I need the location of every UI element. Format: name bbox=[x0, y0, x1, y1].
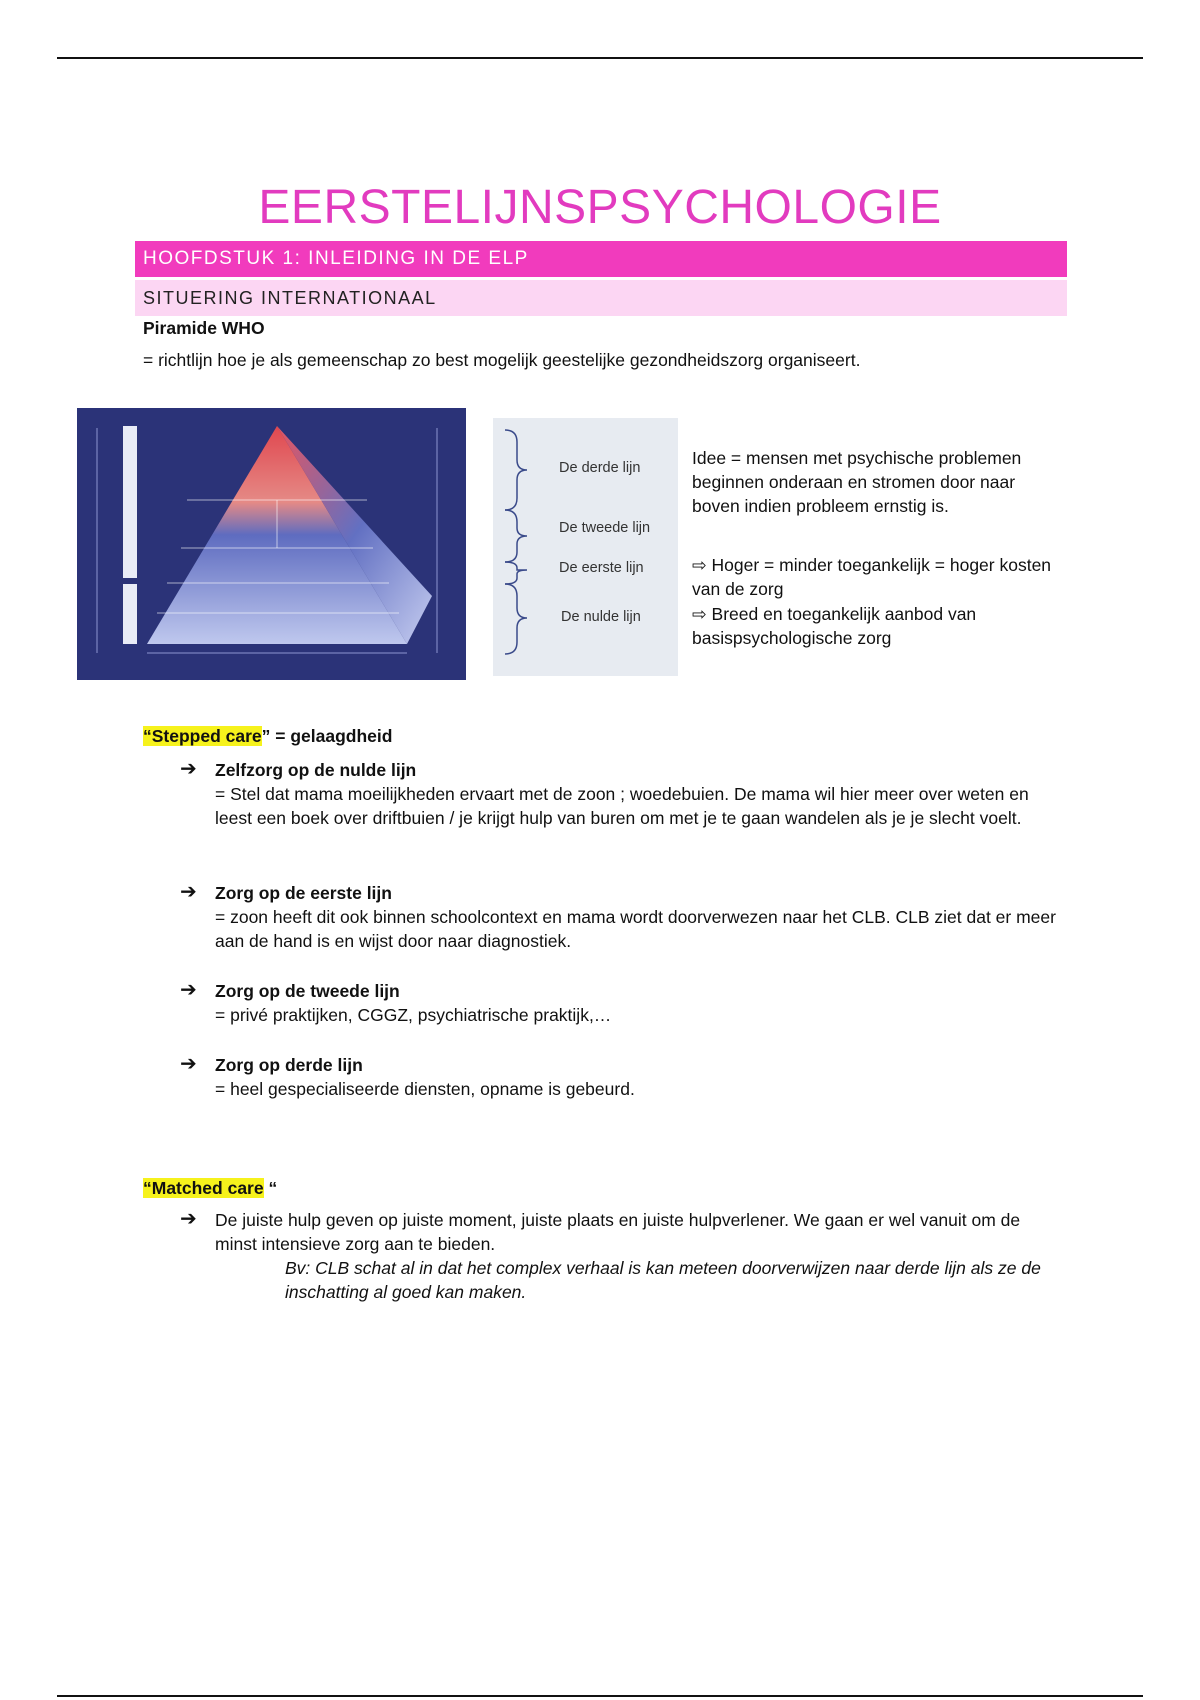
arrow-icon: ➔ bbox=[180, 1208, 197, 1230]
matched-care-text: De juiste hulp geven op juiste moment, juiste plaats en juiste hulpverlener. We gaan er wel vanuit om de minst intensieve zorg aan te bieden. bbox=[215, 1210, 1021, 1254]
item-text: = privé praktijken, CGGZ, psychiatrische praktijk,… bbox=[215, 1005, 612, 1025]
item-title: Zorg op derde lijn bbox=[215, 1055, 363, 1075]
section-heading: SITUERING INTERNATIONAAL bbox=[143, 288, 437, 308]
item-title: Zorg op de eerste lijn bbox=[215, 883, 392, 903]
line-label-derde: De derde lijn bbox=[559, 460, 641, 476]
matched-care-example: Bv: CLB schat al in dat het complex verhaal is kan meteen doorverwijzen naar derde lijn als ze de inschatting al goed kan maken. bbox=[285, 1258, 1041, 1302]
idee-text: Idee = mensen met psychische problemen beginnen onderaan en stromen door naar boven indien probleem ernstig is. bbox=[692, 448, 1022, 516]
chapter-heading: HOOFDSTUK 1: INLEIDING IN DE ELP bbox=[143, 248, 529, 269]
item-text: = zoon heeft dit ook binnen schoolcontext en mama wordt doorverwezen naar het CLB. CLB ziet dat er meer aan de hand is en wijst door naar diagnostiek. bbox=[215, 907, 1056, 951]
item-title: Zorg op de tweede lijn bbox=[215, 981, 400, 1001]
section-heading-bar bbox=[135, 280, 1067, 316]
arrow-icon: ➔ bbox=[180, 758, 197, 780]
matched-care-rest: “ bbox=[263, 1178, 278, 1198]
list-item bbox=[180, 979, 1060, 1027]
arrow-icon: ➔ bbox=[180, 1053, 197, 1075]
matched-care-heading bbox=[143, 1176, 277, 1200]
item-text: = Stel dat mama moeilijkheden ervaart met de zoon ; woedebuien. De mama wil hier meer over weten en leest een boek over driftbuien / je krijgt hulp van buren om met je te gaan wandelen als je je slecht voelt. bbox=[215, 784, 1029, 828]
stepped-care-heading bbox=[143, 724, 392, 748]
list-item bbox=[180, 1053, 1060, 1101]
list-item bbox=[180, 881, 1060, 953]
line-label-eerste: De eerste lijn bbox=[559, 560, 644, 576]
line-label-nulde: De nulde lijn bbox=[561, 609, 641, 625]
item-title: Zelfzorg op de nulde lijn bbox=[215, 760, 417, 780]
who-pyramid-image bbox=[77, 408, 466, 680]
bottom-rule bbox=[57, 1695, 1143, 1697]
arrow-icon: ➔ bbox=[180, 881, 197, 903]
idee-bullet-1: ⇨ Hoger = minder toegankelijk = hoger kosten van de zorg bbox=[692, 555, 1052, 599]
top-rule bbox=[57, 57, 1143, 59]
page-title: EERSTELIJNSPSYCHOLOGIE bbox=[258, 181, 942, 234]
item-text: = heel gespecialiseerde diensten, opname is gebeurd. bbox=[215, 1079, 635, 1099]
lines-panel bbox=[493, 418, 678, 676]
chapter-heading-bar bbox=[135, 241, 1067, 277]
matched-care-highlight: “Matched care bbox=[143, 1178, 264, 1198]
list-item bbox=[180, 1208, 1060, 1304]
idee-bullet-2: ⇨ Breed en toegankelijk aanbod van basispsychologische zorg bbox=[692, 604, 977, 648]
stepped-care-rest: ” = gelaagdheid bbox=[261, 726, 393, 746]
piramide-definition: = richtlijn hoe je als gemeenschap zo best mogelijk geestelijke gezondheidszorg organiseert. bbox=[143, 350, 861, 370]
list-item bbox=[180, 758, 1060, 830]
line-label-tweede: De tweede lijn bbox=[559, 520, 651, 536]
stepped-care-highlight: “Stepped care bbox=[143, 726, 262, 746]
piramide-heading: Piramide WHO bbox=[143, 318, 265, 338]
arrow-icon: ➔ bbox=[180, 979, 197, 1001]
